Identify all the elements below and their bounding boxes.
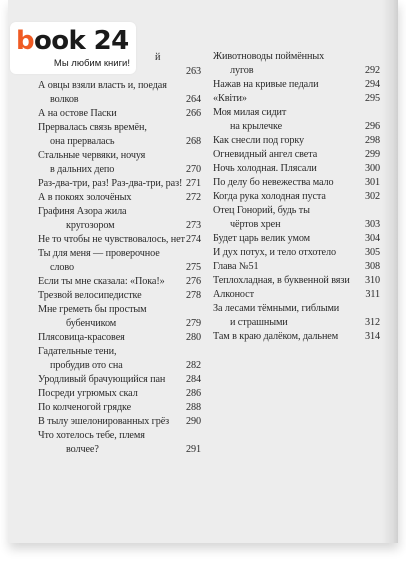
toc-entry-line	[213, 50, 380, 64]
toc-entry-line	[38, 247, 201, 261]
toc-entry	[213, 176, 380, 190]
toc-entry	[213, 302, 380, 330]
toc-entry-line	[213, 204, 380, 218]
toc-entry	[213, 78, 380, 92]
toc-entry-title: Если ты мне сказала: «Пока!»	[38, 276, 165, 287]
toc-page-number: 291	[186, 444, 201, 455]
toc-entry-line	[38, 429, 201, 443]
toc-entry-title: А овцы взяли власть и, поедая	[38, 80, 167, 91]
toc-entry-line	[213, 148, 380, 162]
toc-entry-title: на крылечке	[230, 121, 283, 132]
toc-entry-line	[213, 190, 380, 204]
toc-entry	[38, 149, 201, 177]
toc-entry-title: и страшными	[230, 317, 288, 328]
toc-entry-line	[38, 345, 201, 359]
toc-entry-line	[38, 107, 201, 121]
toc-page-number: 292	[365, 65, 380, 76]
toc-page-number: 270	[186, 164, 201, 175]
toc-entry-title: По колченогой грядке	[38, 402, 132, 413]
toc-entry-line	[213, 218, 380, 232]
toc-entry-title: Стальные червяки, ночуя	[38, 150, 146, 161]
toc-entry-title: Ночь холодная. Плясали	[213, 163, 317, 174]
toc-entry-title: бубенчиком	[66, 318, 117, 329]
toc-page-number: 272	[186, 192, 201, 203]
logo-wordmark	[16, 25, 129, 57]
toc-entry-title: А на остове Паски	[38, 108, 117, 119]
toc-entry	[38, 177, 201, 191]
toc-entry-line	[213, 302, 380, 316]
toc-page-number: 310	[365, 275, 380, 286]
toc-page-number: 294	[365, 79, 380, 90]
toc-entry-title: Ты для меня — проверочное	[38, 248, 160, 259]
toc-entry	[213, 260, 380, 274]
toc-page-number: 304	[365, 233, 380, 244]
toc-entry-title: лугов	[230, 65, 254, 76]
toc-entry-title: По делу бо невежества мало	[213, 177, 334, 188]
toc-entry-title: Глава №51	[213, 261, 259, 272]
toc-entry	[38, 429, 201, 457]
toc-left-column	[38, 51, 201, 457]
toc-page-number: 312	[365, 317, 380, 328]
toc-entry-title: За лесами тёмными, гиблыми	[213, 303, 340, 314]
toc-page-number: 311	[365, 289, 380, 300]
toc-entry-title: «Квіти»	[213, 93, 247, 104]
toc-page-number: 299	[365, 149, 380, 160]
toc-entry-title: кругозором	[66, 220, 115, 231]
toc-entry	[213, 134, 380, 148]
toc-entry-title: волчее?	[66, 444, 99, 455]
toc-entry-line	[213, 246, 380, 260]
toc-entry-line	[38, 303, 201, 317]
toc-page-number: 288	[186, 402, 201, 413]
toc-entry-line	[38, 387, 201, 401]
toc-entry-title: Нажав на кривые педали	[213, 79, 319, 90]
toc-page-number: 298	[365, 135, 380, 146]
toc-page-number: 296	[365, 121, 380, 132]
toc-entry-title: Отец Гонорий, будь ты	[213, 205, 310, 216]
toc-entry-title: слово	[50, 262, 75, 273]
toc-entry-line	[38, 93, 201, 107]
toc-page-number: 276	[186, 276, 201, 287]
toc-entry-line	[213, 260, 380, 274]
toc-page-number: 305	[365, 247, 380, 258]
toc-page-number: 263	[186, 66, 201, 77]
toc-page-number: 308	[365, 261, 380, 272]
toc-entry-line	[38, 149, 201, 163]
toc-entry-line	[38, 261, 201, 275]
toc-entry-line	[38, 317, 201, 331]
toc-entry	[38, 331, 201, 345]
toc-entry-line	[38, 79, 201, 93]
toc-entry-line	[38, 275, 201, 289]
toc-entry-title: В тылу эшелонированных грёз	[38, 416, 170, 427]
toc-entry-line	[213, 120, 380, 134]
toc-entry	[213, 162, 380, 176]
toc-entry-title: й	[155, 52, 161, 63]
toc-entry	[213, 246, 380, 260]
toc-entry-line	[38, 135, 201, 149]
toc-page-number: 275	[186, 262, 201, 273]
toc-entry-line	[38, 233, 201, 247]
toc-entry-title: Моя милая сидит	[213, 107, 287, 118]
toc-page-number: 301	[365, 177, 380, 188]
toc-entry-title: Раз-два-три, раз! Раз-два-три, раз!	[38, 178, 183, 189]
toc-entry	[38, 387, 201, 401]
toc-entry-line	[213, 64, 380, 78]
toc-page-number: 295	[365, 93, 380, 104]
logo-text: ook 24	[34, 26, 129, 56]
toc-entry-line	[213, 288, 380, 302]
toc-page-number: 303	[365, 219, 380, 230]
toc-page-number: 279	[186, 318, 201, 329]
toc-page-number: 264	[186, 94, 201, 105]
toc-entry	[38, 205, 201, 233]
toc-entry	[38, 233, 201, 247]
toc-entry-title: Прервалась связь времён,	[38, 122, 147, 133]
toc-entry-title: Гадательные тени,	[38, 346, 117, 357]
toc-entry-title: А в покоях золочёных	[38, 192, 132, 203]
toc-entry-line	[213, 316, 380, 330]
toc-page-number: 302	[365, 191, 380, 202]
toc-entry-title: Посреди угрюмых скал	[38, 388, 138, 399]
toc-entry-title: Мне греметь бы простым	[38, 304, 147, 315]
toc-page-number: 314	[365, 331, 380, 342]
toc-page-number: 280	[186, 332, 201, 343]
toc-page-number: 274	[186, 234, 201, 245]
toc-entry-title: Будет царь велик умом	[213, 233, 310, 244]
toc-page-number: 286	[186, 388, 201, 399]
toc-entry-title: Трезвой велосипедистке	[38, 290, 142, 301]
toc-entry-title: Уродливый брачующийся пан	[38, 374, 166, 385]
toc-entry-line	[38, 401, 201, 415]
toc-entry-line	[38, 191, 201, 205]
toc-entry	[213, 92, 380, 106]
logo-b-letter: b	[16, 26, 35, 56]
toc-entry	[213, 106, 380, 134]
toc-entry-title: Что хотелось тебе, племя	[38, 430, 145, 441]
toc-entry-title: волков	[50, 94, 79, 105]
toc-entry-line	[38, 373, 201, 387]
toc-entry-line	[38, 121, 201, 135]
toc-entry-line	[38, 177, 201, 191]
toc-entry	[213, 148, 380, 162]
toc-page-number: 278	[186, 290, 201, 301]
toc-entry-line	[38, 205, 201, 219]
toc-entry	[38, 247, 201, 275]
toc-entry-line	[213, 162, 380, 176]
toc-entry-line	[213, 232, 380, 246]
book-page	[8, 0, 398, 543]
toc-entry	[38, 303, 201, 331]
toc-page-number: 282	[186, 360, 201, 371]
toc-entry-line	[213, 176, 380, 190]
toc-page-number: 266	[186, 108, 201, 119]
toc-page-number: 271	[186, 178, 201, 189]
toc-entry-title: Как снесли под горку	[213, 135, 305, 146]
toc-entry	[38, 373, 201, 387]
toc-entry-line	[38, 359, 201, 373]
toc-entry	[38, 401, 201, 415]
toc-entry-title: она прервалась	[50, 136, 115, 147]
toc-page-number: 273	[186, 220, 201, 231]
toc-page-number: 300	[365, 163, 380, 174]
toc-entry-title: Алконост	[213, 289, 254, 300]
toc-entry-line	[38, 331, 201, 345]
toc-page-number: 290	[186, 416, 201, 427]
toc-page-number: 284	[186, 374, 201, 385]
toc-entry-title: Теплохладная, в буквенной вязи	[213, 275, 350, 286]
toc-entry-title: Плясовица-красовея	[38, 332, 125, 343]
toc-entry-title: Не то чтобы не чувствовалось, нет	[38, 234, 185, 245]
toc-entry	[38, 289, 201, 303]
toc-entry-title: Огневидный ангел света	[213, 149, 318, 160]
toc-entry-title: Когда рука холодная пуста	[213, 191, 326, 202]
toc-entry-title: Графиня Азора жила	[38, 206, 127, 217]
toc-entry	[38, 107, 201, 121]
toc-entry-title: чёртов хрен	[230, 219, 281, 230]
toc-entry	[213, 232, 380, 246]
toc-entry-line	[38, 163, 201, 177]
toc-entry	[38, 275, 201, 289]
book24-logo	[10, 22, 136, 74]
toc-entry-title: И дух потух, и тело отхотело	[213, 247, 336, 258]
toc-entry	[38, 345, 201, 373]
toc-entry-line	[38, 443, 201, 457]
toc-entry-line	[213, 330, 380, 344]
toc-entry	[38, 121, 201, 149]
toc-entry	[213, 274, 380, 288]
toc-entry	[38, 415, 201, 429]
toc-entry	[38, 79, 201, 107]
toc-entry-line	[38, 219, 201, 233]
toc-entry-line	[213, 78, 380, 92]
toc-entry-line	[38, 289, 201, 303]
toc-entry-line	[38, 415, 201, 429]
toc-entry	[213, 288, 380, 302]
toc-entry-title: Там в краю далёком, дальнем	[213, 331, 339, 342]
toc-entry	[38, 191, 201, 205]
toc-entry-line	[213, 106, 380, 120]
toc-entry-line	[213, 134, 380, 148]
toc-entry	[213, 330, 380, 344]
toc-entry	[213, 190, 380, 204]
logo-tagline: Мы любим книги!	[53, 58, 130, 69]
toc-entry	[213, 50, 380, 78]
toc-entry-title: в дальних депо	[50, 164, 115, 175]
toc-entry-title: пробудив ото сна	[50, 360, 123, 371]
toc-entry	[213, 204, 380, 232]
toc-page-number: 268	[186, 136, 201, 147]
toc-right-column	[213, 50, 380, 344]
toc-entry-line	[213, 92, 380, 106]
toc-entry-line	[213, 274, 380, 288]
toc-entry-title: Животноводы поймённых	[213, 51, 325, 62]
